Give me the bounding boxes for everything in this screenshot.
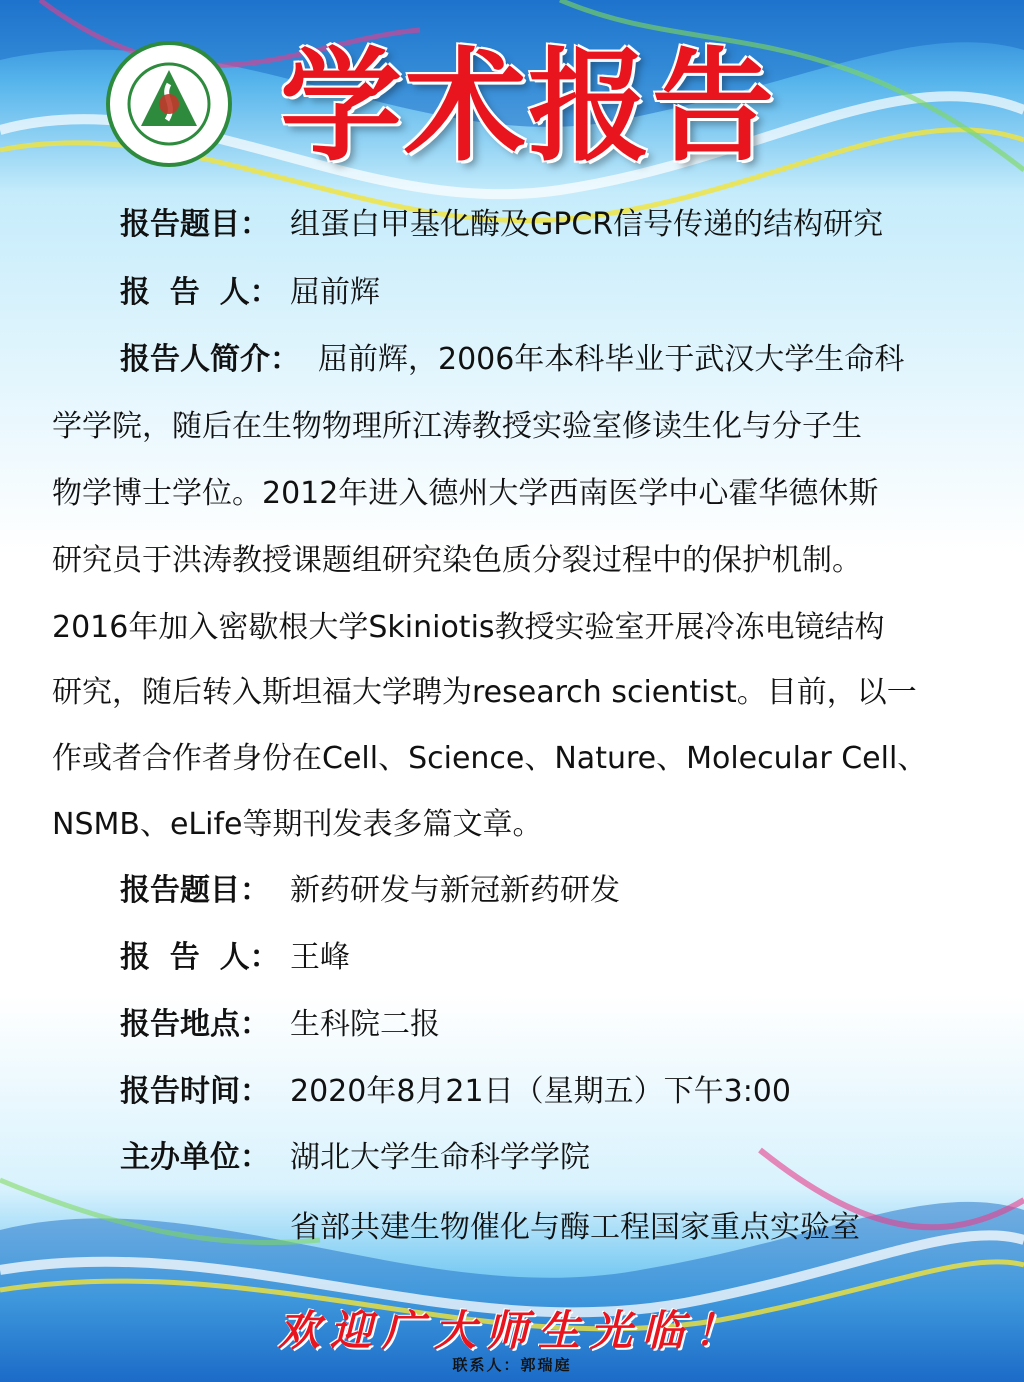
bio-line-4: [0, 536, 1024, 586]
talk1-speaker: 屈前辉: [290, 275, 380, 310]
welcome-banner: 欢迎广大师生光临！: [277, 1306, 746, 1355]
bio-line-2: [0, 402, 1024, 452]
bio-line-8: [0, 800, 1024, 850]
bio-text: 学学院，随后在生物物理所江涛教授实验室修读生化与分子生: [52, 409, 862, 444]
host-value-2: 省部共建生物催化与酶工程国家重点实验室: [290, 1210, 860, 1245]
talk1-speaker-row: [0, 268, 1024, 318]
talk2-topic-row: [0, 866, 1024, 916]
bio-line-6: [0, 668, 1024, 718]
bio-text: 研究员于洪涛教授课题组研究染色质分裂过程中的保护机制。: [52, 543, 862, 578]
talk2-topic: 新药研发与新冠新药研发: [290, 873, 620, 908]
bio-text: 作或者合作者身份在Cell、Science、Nature、Molecular Cell、: [52, 741, 928, 776]
bio-text: 2016年加入密歇根大学Skiniotis教授实验室开展冷冻电镜结构: [52, 610, 885, 645]
time-value: 2020年8月21日（星期五）下午3:00: [290, 1074, 791, 1109]
bio-text: 研究，随后转入斯坦福大学聘为research scientist。目前，以一: [52, 675, 917, 710]
talk1-speaker-label: 报 告 人：: [120, 275, 280, 310]
place-label: 报告地点：: [120, 1007, 270, 1042]
contact-person: 联系人：郭瑞庭: [452, 1356, 572, 1374]
place-row: [0, 1000, 1024, 1050]
talk2-topic-label: 报告题目：: [120, 873, 270, 908]
bio-line-1: [0, 335, 1024, 385]
host-row: [0, 1133, 1024, 1183]
talk1-bio-label: 报告人简介：: [120, 342, 300, 377]
host-row-2: [0, 1203, 1024, 1253]
place-value: 生科院二报: [290, 1007, 440, 1042]
talk1-topic-row: [0, 200, 1024, 250]
bio-line-3: [0, 469, 1024, 519]
talk2-speaker: 王峰: [290, 940, 350, 975]
bio-text: 屈前辉，2006年本科毕业于武汉大学生命科: [318, 342, 905, 377]
talk2-speaker-row: [0, 933, 1024, 983]
poster-title: 学术报告: [280, 34, 776, 178]
talk2-speaker-label: 报 告 人：: [120, 940, 280, 975]
bio-text: NSMB、eLife等期刊发表多篇文章。: [52, 807, 543, 842]
bio-text: 物学博士学位。2012年进入德州大学西南医学中心霍华德休斯: [52, 476, 879, 511]
lab-logo: [105, 40, 233, 168]
bio-line-7: [0, 734, 1024, 784]
host-value-1: 湖北大学生命科学学院: [290, 1140, 590, 1175]
talk1-topic: 组蛋白甲基化酶及GPCR信号传递的结构研究: [290, 207, 884, 242]
time-row: [0, 1067, 1024, 1117]
talk1-topic-label: 报告题目：: [120, 207, 270, 242]
time-label: 报告时间：: [120, 1074, 270, 1109]
host-label: 主办单位：: [120, 1140, 270, 1175]
bio-line-5: [0, 603, 1024, 653]
